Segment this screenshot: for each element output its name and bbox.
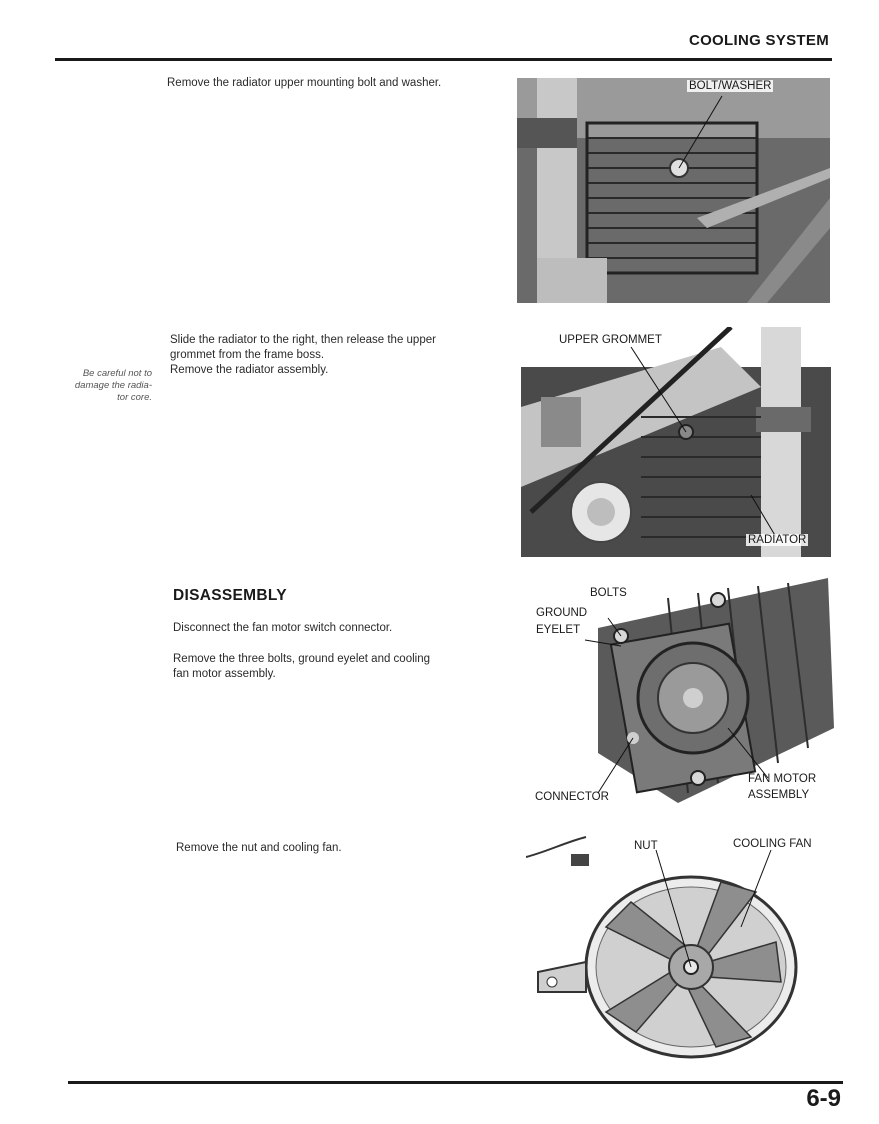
callout-connector: CONNECTOR <box>535 791 609 803</box>
step1-instruction: Remove the radiator upper mounting bolt and washer. <box>167 77 442 89</box>
callout-eyelet: EYELET <box>536 624 581 636</box>
side-note-caution <box>52 368 152 404</box>
side-note-line1: Be careful not to <box>82 368 152 379</box>
photo-cooling-fan-illustration <box>526 832 832 1064</box>
callout-nut: NUT <box>634 840 658 852</box>
callout-bolt-washer: BOLT/WASHER <box>689 80 772 92</box>
callout-fan-motor: FAN MOTOR <box>748 773 817 785</box>
callout-ground: GROUND <box>536 607 588 619</box>
disassembly-step2-line2: fan motor assembly. <box>173 668 276 680</box>
callout-radiator: RADIATOR <box>748 534 807 546</box>
header-rule <box>55 58 832 61</box>
disassembly-heading: DISASSEMBLY <box>173 587 287 604</box>
photo-radiator-bolt <box>517 78 830 303</box>
disassembly-step2-line1: Remove the three bolts, ground eyelet and cooling <box>173 653 430 665</box>
page-number: 6-9 <box>806 1085 841 1112</box>
side-note-line2: damage the radia- <box>74 380 152 391</box>
callout-upper-grommet: UPPER GROMMET <box>559 334 662 346</box>
callout-bolts: BOLTS <box>590 587 627 599</box>
step4-instruction: Remove the nut and cooling fan. <box>176 842 342 854</box>
disassembly-step2 <box>173 652 506 682</box>
photo-upper-grommet-illustration <box>521 327 831 557</box>
footer-rule <box>68 1081 843 1084</box>
photo-fan-motor-assembly <box>528 578 834 808</box>
photo-radiator-bolt-illustration <box>517 78 830 303</box>
step2-line2: grommet from the frame boss. <box>170 349 325 361</box>
disassembly-step1: Disconnect the fan motor switch connector. <box>173 622 393 634</box>
step2-instruction <box>170 333 510 378</box>
photo-cooling-fan <box>526 832 832 1064</box>
side-note-line3: tor core. <box>117 392 152 403</box>
photo-upper-grommet <box>521 327 831 557</box>
section-title: COOLING SYSTEM <box>688 32 829 49</box>
callout-assembly: ASSEMBLY <box>748 789 810 801</box>
callout-cooling-fan: COOLING FAN <box>733 838 812 850</box>
step2-line1: Slide the radiator to the right, then release the upper <box>170 334 436 346</box>
step2-line3: Remove the radiator assembly. <box>170 364 329 376</box>
